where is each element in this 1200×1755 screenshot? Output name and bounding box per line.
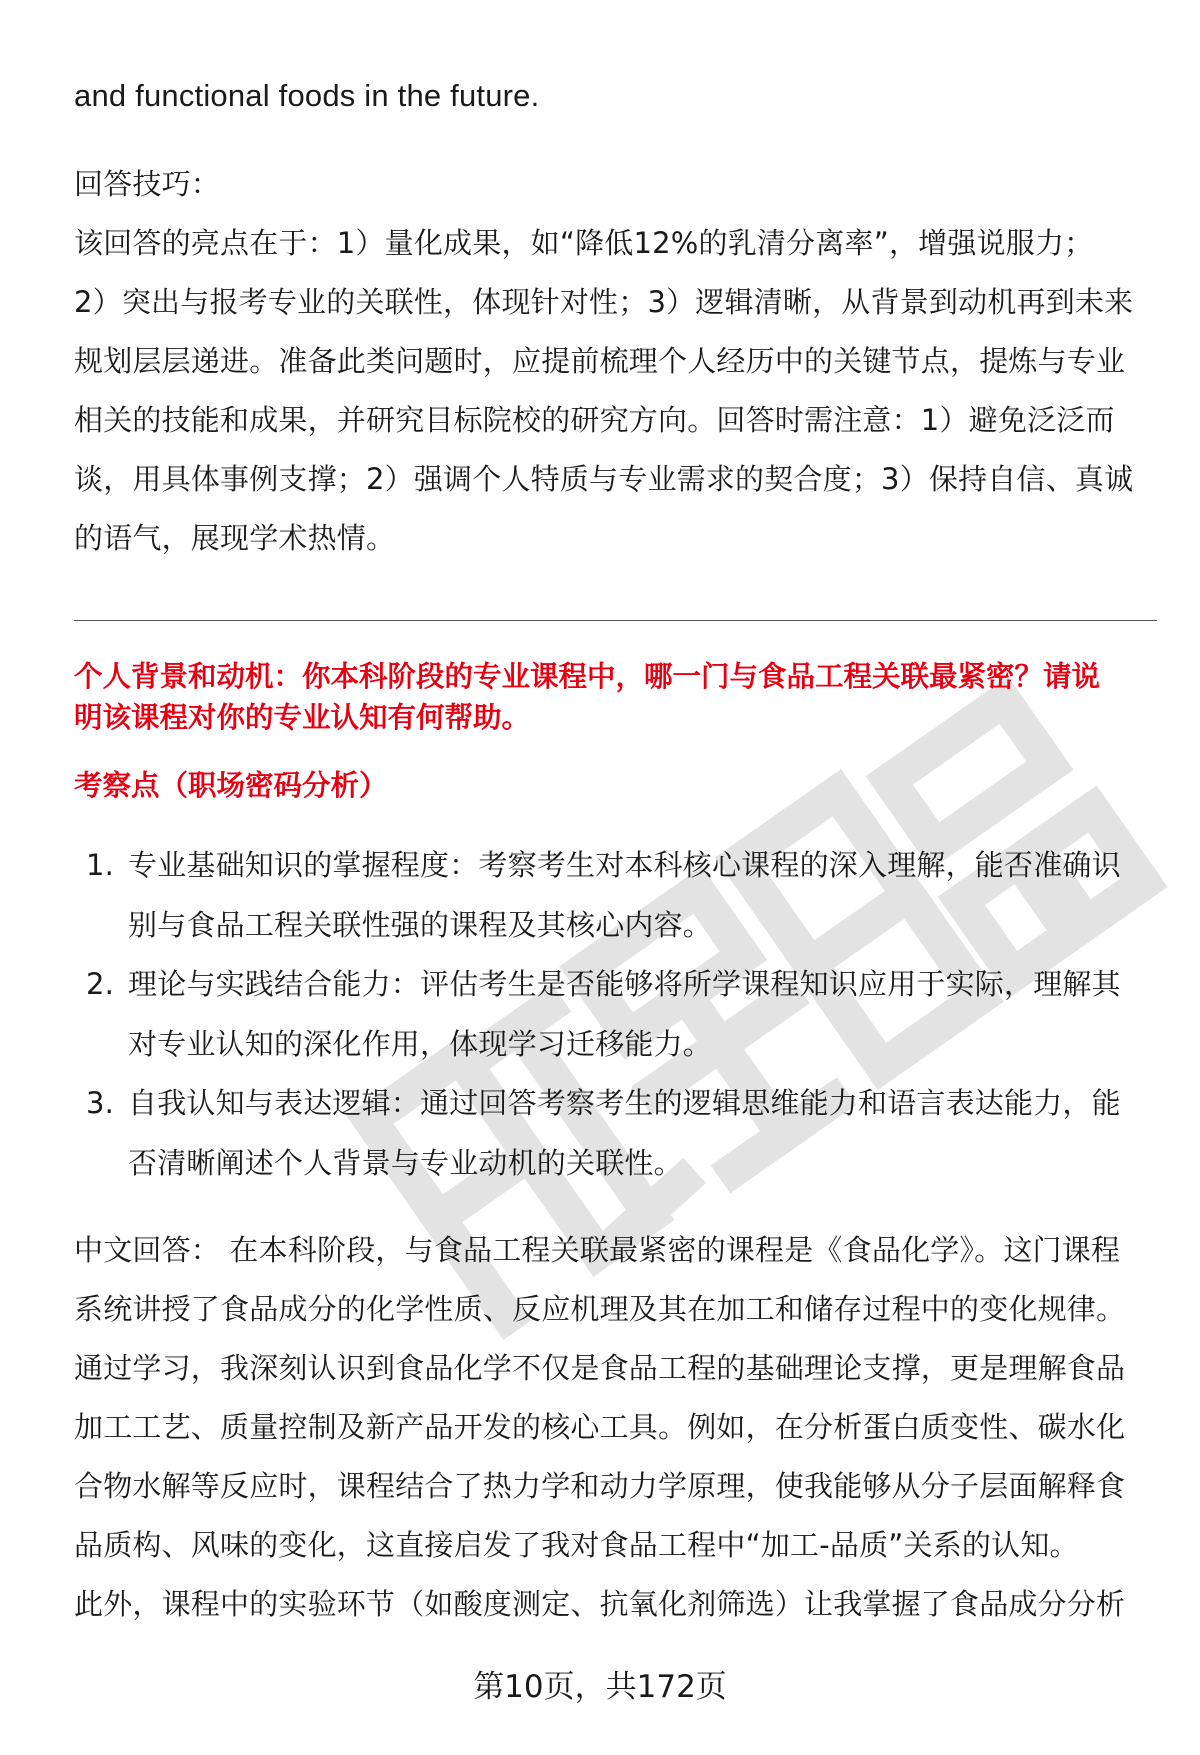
question-line: 明该课程对你的专业认知有何帮助。: [74, 701, 531, 734]
answer-line: 此外，课程中的实验环节（如酸度测定、抗氧化剂筛选）让我掌握了食品成分分析: [74, 1587, 1126, 1621]
answer-line: 加工工艺、质量控制及新产品开发的核心工具。例如，在分析蛋白质变性、碳水化: [74, 1410, 1126, 1444]
point-number: 2.: [86, 967, 115, 1001]
answer-line: 合物水解等反应时，课程结合了热力学和动力学原理，使我能够从分子层面解释食: [74, 1469, 1126, 1503]
tips-body: [74, 214, 1133, 568]
tips-title: 回答技巧：: [74, 167, 221, 201]
assessment-point: [74, 836, 1121, 955]
point-line: 理论与实践结合能力：评估考生是否能够将所学课程知识应用于实际，理解其: [128, 967, 1121, 1001]
point-number: 1.: [86, 848, 115, 882]
tips-line: 规划层层递进。准备此类问题时，应提前梳理个人经历中的关键节点，提炼与专业: [74, 344, 1126, 378]
point-line: 专业基础知识的掌握程度：考察考生对本科核心课程的深入理解，能否准确识: [128, 848, 1121, 882]
assessment-point: [74, 955, 1121, 1074]
section-divider: [74, 620, 1157, 621]
assessment-point: [74, 1074, 1121, 1193]
tips-line: 相关的技能和成果，并研究目标院校的研究方向。回答时需注意：1）避免泛泛而: [74, 403, 1115, 437]
tips-line: 2）突出与报考专业的关联性，体现针对性；3）逻辑清晰，从背景到动机再到未来: [74, 285, 1134, 319]
tips-line: 该回答的亮点在于：1）量化成果，如“降低12%的乳清分离率”，增强说服力；: [74, 226, 1094, 260]
point-line: 别与食品工程关联性强的课程及其核心内容。: [128, 907, 713, 942]
point-number: 3.: [86, 1086, 115, 1120]
answer-line: 品质构、风味的变化，这直接启发了我对食品工程中“加工-品质”关系的认知。: [74, 1528, 1079, 1562]
assessment-title: 考察点（职场密码分析）: [74, 769, 388, 802]
page-number-footer: 第10页，共172页: [473, 1669, 727, 1705]
answer-line: 通过学习，我深刻认识到食品化学不仅是食品工程的基础理论支撑，更是理解食品: [74, 1351, 1126, 1385]
point-line: 自我认知与表达逻辑：通过回答考察考生的逻辑思维能力和语言表达能力，能: [128, 1086, 1121, 1120]
question-heading: [74, 656, 1100, 738]
point-line: 否清晰阐述个人背景与专业动机的关联性。: [128, 1145, 683, 1180]
tips-line: 谈，用具体事例支撑；2）强调个人特质与专业需求的契合度；3）保持自信、真诚: [74, 462, 1134, 496]
answer-line: 中文回答： 在本科阶段，与食品工程关联最紧密的课程是《食品化学》。这门课程: [74, 1233, 1121, 1267]
english-continuation-line: and functional foods in the future.: [74, 78, 540, 113]
point-line: 对专业认知的深化作用，体现学习迁移能力。: [128, 1026, 713, 1061]
answer-body: [74, 1221, 1125, 1634]
assessment-list: [74, 836, 1121, 1193]
question-line: 个人背景和动机：你本科阶段的专业课程中，哪一门与食品工程关联最紧密？请说: [74, 660, 1101, 693]
answer-line: 系统讲授了食品成分的化学性质、反应机理及其在加工和储存过程中的变化规律。: [74, 1292, 1126, 1326]
tips-line: 的语气，展现学术热情。: [74, 521, 396, 555]
